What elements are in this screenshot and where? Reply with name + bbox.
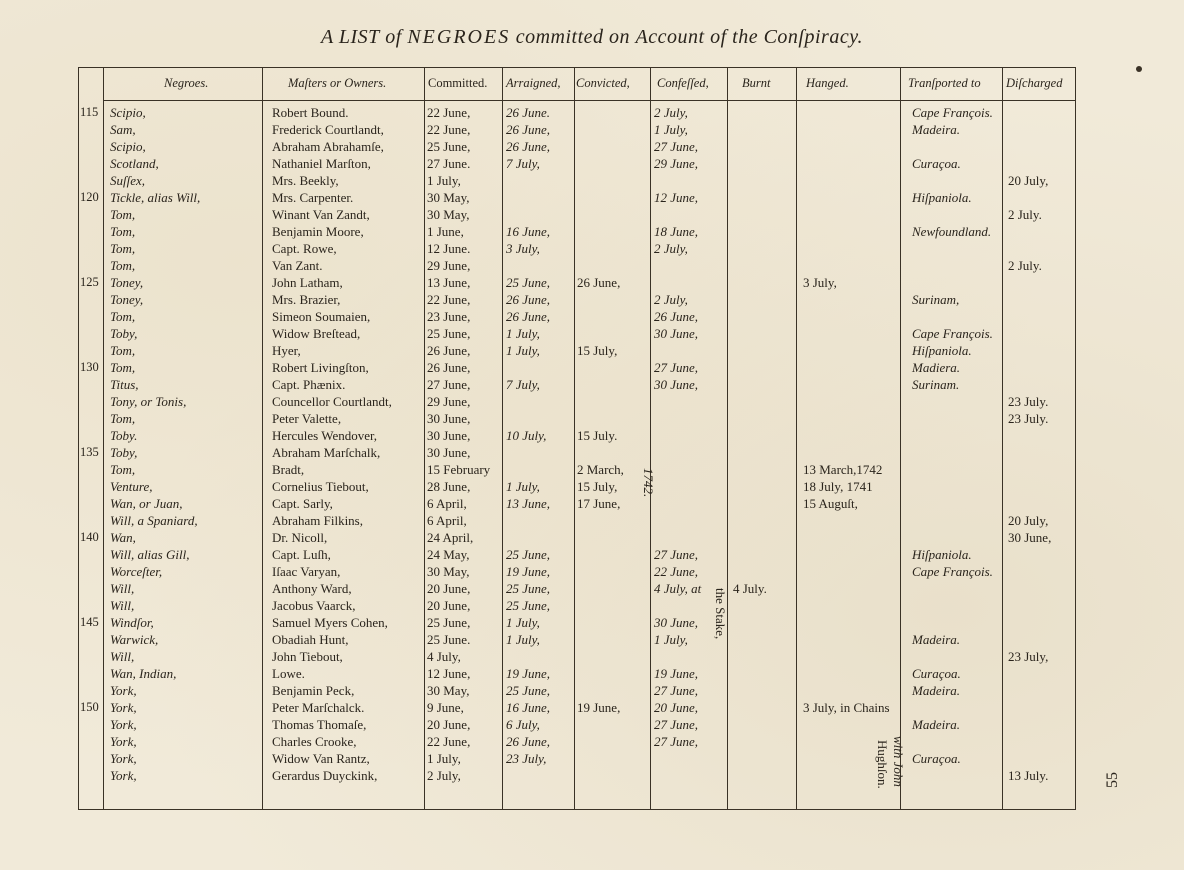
cell-committed: 12 June, bbox=[427, 666, 471, 681]
title-on: on bbox=[609, 26, 631, 48]
cell-transported: Newfoundland. bbox=[912, 224, 992, 239]
header-transported: Tranſported to bbox=[908, 76, 981, 90]
cell-discharged: 23 July, bbox=[1008, 649, 1049, 664]
cell-owner: Benjamin Moore, bbox=[272, 224, 364, 239]
cell-negro: Venture, bbox=[110, 479, 153, 494]
cell-negro: Tickle, alias Will, bbox=[110, 190, 201, 205]
cell-negro: Warwick, bbox=[110, 632, 159, 647]
cell-owner: Capt. Rowe, bbox=[272, 241, 337, 256]
cell-owner: Samuel Myers Cohen, bbox=[272, 615, 388, 630]
cell-committed: 25 June, bbox=[427, 139, 471, 154]
cell-transported: Curaçoa. bbox=[912, 751, 961, 766]
cell-committed: 20 June, bbox=[427, 598, 471, 613]
cell-arraigned: 26 June, bbox=[506, 734, 551, 749]
cell-owner: Peter Valette, bbox=[272, 411, 342, 426]
note-1742: 1742. bbox=[641, 468, 656, 498]
cell-committed: 13 June, bbox=[427, 275, 471, 290]
cell-owner: Abraham Filkins, bbox=[272, 513, 363, 528]
cell-committed: 6 April, bbox=[427, 496, 467, 511]
cell-committed: 22 June, bbox=[427, 734, 471, 749]
cell-negro: Will, bbox=[110, 649, 135, 664]
cell-negro: Wan, or Juan, bbox=[110, 496, 183, 511]
cell-owner: Capt. Luſh, bbox=[272, 547, 331, 562]
table-row bbox=[0, 155, 1184, 172]
table-row bbox=[0, 512, 1184, 529]
cell-committed: 23 June, bbox=[427, 309, 471, 324]
title-account: Account bbox=[635, 26, 705, 48]
header-confessed: Confeſſed, bbox=[657, 76, 709, 90]
cell-owner: John Latham, bbox=[272, 275, 343, 290]
header-hanged: Hanged. bbox=[806, 76, 849, 90]
row-number: 140 bbox=[80, 530, 99, 544]
cell-committed: 25 June, bbox=[427, 615, 471, 630]
cell-committed: 25 June. bbox=[427, 632, 471, 647]
cell-transported: Madeira. bbox=[912, 122, 961, 137]
cell-transported: Curaçoa. bbox=[912, 666, 961, 681]
cell-negro: Tony, or Tonis, bbox=[110, 394, 187, 409]
cell-negro: Tom, bbox=[110, 360, 136, 375]
cell-negro: Will, bbox=[110, 598, 135, 613]
cell-owner: Van Zant. bbox=[272, 258, 323, 273]
header-discharged: Diſcharged bbox=[1006, 76, 1063, 90]
header-rule-negroes bbox=[103, 100, 262, 101]
cell-arraigned: 1 July, bbox=[506, 479, 540, 494]
cell-negro: Worceſter, bbox=[110, 564, 163, 579]
cell-negro: York, bbox=[110, 683, 137, 698]
cell-confessed: 30 June, bbox=[654, 377, 699, 392]
cell-owner: Anthony Ward, bbox=[272, 581, 352, 596]
table-row bbox=[0, 546, 1184, 563]
cell-owner: Frederick Courtlandt, bbox=[272, 122, 384, 137]
table-row bbox=[0, 478, 1184, 495]
cell-owner: Hercules Wendover, bbox=[272, 428, 378, 443]
cell-negro: York, bbox=[110, 751, 137, 766]
cell-hanged: 3 July, in Chains bbox=[803, 700, 890, 715]
table-row bbox=[0, 257, 1184, 274]
cell-committed: 30 May, bbox=[427, 207, 470, 222]
cell-convicted: 19 June, bbox=[577, 700, 621, 715]
cell-committed: 2 July, bbox=[427, 768, 461, 783]
table-row bbox=[0, 427, 1184, 444]
header-burnt: Burnt bbox=[742, 76, 771, 90]
cell-negro: Wan, bbox=[110, 530, 136, 545]
cell-convicted: 26 June, bbox=[577, 275, 621, 290]
cell-confessed: 20 June, bbox=[654, 700, 699, 715]
cell-negro: Will, a Spaniard, bbox=[110, 513, 198, 528]
row-number: 130 bbox=[80, 360, 99, 374]
cell-arraigned: 25 June, bbox=[506, 547, 551, 562]
table-row bbox=[0, 580, 1184, 597]
cell-arraigned: 19 June, bbox=[506, 666, 551, 681]
cell-confessed: 2 July, bbox=[654, 105, 688, 120]
cell-transported: Madiera. bbox=[912, 360, 961, 375]
cell-owner: Gerardus Duyckink, bbox=[272, 768, 378, 783]
cell-committed: 30 June, bbox=[427, 428, 471, 443]
cell-hanged: 13 March,1742 bbox=[803, 462, 883, 477]
cell-confessed: 4 July, at bbox=[654, 581, 702, 596]
cell-committed: 26 June, bbox=[427, 343, 471, 358]
cell-negro: Scipio, bbox=[110, 139, 146, 154]
cell-committed: 27 June. bbox=[427, 156, 471, 171]
cell-negro: Wan, Indian, bbox=[110, 666, 177, 681]
cell-committed: 29 June, bbox=[427, 394, 471, 409]
row-number: 125 bbox=[80, 275, 99, 289]
cell-negro: Windſor, bbox=[110, 615, 154, 630]
cell-confessed: 26 June, bbox=[654, 309, 699, 324]
row-number: 135 bbox=[80, 445, 99, 459]
table-row bbox=[0, 240, 1184, 257]
cell-transported: Madeira. bbox=[912, 683, 961, 698]
cell-negro: Suſſex, bbox=[110, 173, 146, 188]
cell-owner: Charles Crooke, bbox=[272, 734, 357, 749]
row-number: 120 bbox=[80, 190, 99, 204]
row-number: 115 bbox=[80, 105, 99, 119]
cell-negro: Tom, bbox=[110, 258, 136, 273]
cell-arraigned: 1 July, bbox=[506, 632, 540, 647]
cell-owner: Simeon Soumaien, bbox=[272, 309, 371, 324]
cell-confessed: 1 July, bbox=[654, 632, 688, 647]
cell-negro: Tom, bbox=[110, 241, 136, 256]
table-row bbox=[0, 376, 1184, 393]
cell-arraigned: 7 July, bbox=[506, 156, 540, 171]
cell-confessed: 12 June, bbox=[654, 190, 699, 205]
table-row bbox=[0, 597, 1184, 614]
table-row bbox=[0, 410, 1184, 427]
table-row bbox=[0, 682, 1184, 699]
cell-arraigned: 1 July, bbox=[506, 343, 540, 358]
title-negroes: NEGROES bbox=[407, 26, 511, 48]
cell-negro: York, bbox=[110, 734, 137, 749]
cell-committed: 30 June, bbox=[427, 445, 471, 460]
cell-negro: Tom, bbox=[110, 343, 136, 358]
cell-transported: Cape François. bbox=[912, 564, 993, 579]
cell-transported: Hiſpaniola. bbox=[912, 190, 972, 205]
table-row bbox=[0, 495, 1184, 512]
cell-owner: Abraham Abrahamſe, bbox=[272, 139, 384, 154]
note-the-stake: the Stake, bbox=[713, 588, 728, 640]
cell-committed: 15 February bbox=[427, 462, 491, 477]
cell-transported: Hiſpaniola. bbox=[912, 547, 972, 562]
header-arraigned: Arraigned, bbox=[506, 76, 561, 90]
header-rule-owners bbox=[262, 100, 424, 101]
cell-negro: Toney, bbox=[110, 275, 144, 290]
header-rule-rest bbox=[424, 100, 1076, 101]
cell-owner: Robert Livingſton, bbox=[272, 360, 369, 375]
table-row bbox=[0, 665, 1184, 682]
cell-owner: Capt. Sarly, bbox=[272, 496, 333, 511]
table-row bbox=[0, 733, 1184, 750]
cell-confessed: 2 July, bbox=[654, 241, 688, 256]
cell-negro: Scipio, bbox=[110, 105, 146, 120]
header-committed: Committed. bbox=[428, 76, 488, 90]
table-row bbox=[0, 138, 1184, 155]
cell-discharged: 23 July. bbox=[1008, 394, 1049, 409]
cell-committed: 30 June, bbox=[427, 411, 471, 426]
cell-confessed: 2 July, bbox=[654, 292, 688, 307]
cell-arraigned: 25 June, bbox=[506, 598, 551, 613]
cell-discharged: 2 July. bbox=[1008, 258, 1042, 273]
table-row bbox=[0, 631, 1184, 648]
cell-owner: Bradt, bbox=[272, 462, 305, 477]
cell-owner: Mrs. Brazier, bbox=[272, 292, 341, 307]
title-of: of bbox=[385, 26, 402, 48]
cell-negro: Titus, bbox=[110, 377, 139, 392]
cell-negro: Toby. bbox=[110, 428, 138, 443]
cell-committed: 24 April, bbox=[427, 530, 474, 545]
cell-owner: Peter Marſchalck. bbox=[272, 700, 365, 715]
cell-transported: Cape François. bbox=[912, 326, 993, 341]
cell-transported: Cape François. bbox=[912, 105, 993, 120]
cell-owner: Mrs. Beekly, bbox=[272, 173, 339, 188]
cell-arraigned: 26 June, bbox=[506, 309, 551, 324]
cell-committed: 1 July, bbox=[427, 173, 461, 188]
table-row bbox=[0, 461, 1184, 478]
title-of-the: of the bbox=[710, 26, 759, 48]
cell-committed: 1 June, bbox=[427, 224, 464, 239]
cell-confessed: 29 June, bbox=[654, 156, 699, 171]
cell-committed: 29 June, bbox=[427, 258, 471, 273]
cell-arraigned: 26 June. bbox=[506, 105, 551, 120]
cell-owner: Iſaac Varyan, bbox=[272, 564, 341, 579]
cell-arraigned: 1 July, bbox=[506, 326, 540, 341]
table-row bbox=[0, 359, 1184, 376]
cell-owner: Jacobus Vaarck, bbox=[272, 598, 356, 613]
cell-owner: Robert Bound. bbox=[272, 105, 349, 120]
cell-committed: 27 June, bbox=[427, 377, 471, 392]
note-hughson: Hughſon. bbox=[875, 740, 890, 789]
cell-transported: Madeira. bbox=[912, 717, 961, 732]
table-row bbox=[0, 750, 1184, 767]
cell-discharged: 2 July. bbox=[1008, 207, 1042, 222]
cell-committed: 22 June, bbox=[427, 105, 471, 120]
table-row bbox=[0, 529, 1184, 546]
cell-owner: Nathaniel Marſton, bbox=[272, 156, 371, 171]
cell-committed: 22 June, bbox=[427, 292, 471, 307]
cell-confessed: 27 June, bbox=[654, 683, 699, 698]
cell-owner: Lowe. bbox=[272, 666, 305, 681]
cell-committed: 4 July, bbox=[427, 649, 461, 664]
cell-negro: Scotland, bbox=[110, 156, 159, 171]
cell-arraigned: 10 July, bbox=[506, 428, 547, 443]
cell-arraigned: 25 June, bbox=[506, 275, 551, 290]
cell-committed: 30 May, bbox=[427, 190, 470, 205]
cell-confessed: 27 June, bbox=[654, 139, 699, 154]
cell-committed: 26 June, bbox=[427, 360, 471, 375]
cell-owner: Benjamin Peck, bbox=[272, 683, 355, 698]
cell-confessed: 1 July, bbox=[654, 122, 688, 137]
cell-negro: Will, bbox=[110, 581, 135, 596]
cell-confessed: 30 June, bbox=[654, 615, 699, 630]
cell-owner: Dr. Nicoll, bbox=[272, 530, 328, 545]
cell-hanged: 15 Auguſt, bbox=[803, 496, 858, 511]
header-convicted: Convicted, bbox=[576, 76, 630, 90]
table-row bbox=[0, 325, 1184, 342]
cell-arraigned: 26 June, bbox=[506, 292, 551, 307]
title-a-list: A LIST bbox=[321, 26, 380, 48]
cell-convicted: 15 July. bbox=[577, 428, 618, 443]
cell-committed: 22 June, bbox=[427, 122, 471, 137]
cell-committed: 6 April, bbox=[427, 513, 467, 528]
cell-arraigned: 16 June, bbox=[506, 700, 551, 715]
cell-confessed: 18 June, bbox=[654, 224, 699, 239]
cell-convicted: 17 June, bbox=[577, 496, 621, 511]
cell-transported: Surinam, bbox=[912, 292, 960, 307]
table-row bbox=[0, 648, 1184, 665]
cell-owner: Capt. Phænix. bbox=[272, 377, 346, 392]
cell-arraigned: 26 June, bbox=[506, 139, 551, 154]
cell-negro: York, bbox=[110, 768, 137, 783]
cell-negro: Tom, bbox=[110, 309, 136, 324]
title-conspiracy: Conſpiracy. bbox=[763, 26, 863, 48]
cell-owner: Widow Breſtead, bbox=[272, 326, 361, 341]
table-row bbox=[0, 121, 1184, 138]
table-row bbox=[0, 342, 1184, 359]
cell-committed: 20 June, bbox=[427, 717, 471, 732]
cell-hanged: 3 July, bbox=[803, 275, 837, 290]
cell-committed: 20 June, bbox=[427, 581, 471, 596]
cell-owner: Obadiah Hunt, bbox=[272, 632, 349, 647]
table-row bbox=[0, 172, 1184, 189]
cell-committed: 25 June, bbox=[427, 326, 471, 341]
cell-discharged: 23 July. bbox=[1008, 411, 1049, 426]
cell-confessed: 27 June, bbox=[654, 734, 699, 749]
cell-arraigned: 26 June, bbox=[506, 122, 551, 137]
cell-discharged: 20 July, bbox=[1008, 513, 1049, 528]
cell-transported: Curaçoa. bbox=[912, 156, 961, 171]
table-row bbox=[0, 614, 1184, 631]
cell-owner: Thomas Thomaſe, bbox=[272, 717, 367, 732]
cell-transported: Hiſpaniola. bbox=[912, 343, 972, 358]
cell-convicted: 15 July, bbox=[577, 343, 618, 358]
table-row bbox=[0, 308, 1184, 325]
cell-negro: Tom, bbox=[110, 462, 136, 477]
page-title bbox=[0, 26, 1184, 49]
cell-burnt: 4 July. bbox=[733, 581, 767, 596]
cell-arraigned: 25 June, bbox=[506, 581, 551, 596]
cell-arraigned: 25 June, bbox=[506, 683, 551, 698]
header-owners: Maſters or Owners. bbox=[288, 76, 387, 90]
table-row bbox=[0, 104, 1184, 121]
cell-owner: Cornelius Tiebout, bbox=[272, 479, 369, 494]
cell-committed: 12 June. bbox=[427, 241, 471, 256]
cell-owner: Widow Van Rantz, bbox=[272, 751, 370, 766]
cell-discharged: 30 June, bbox=[1008, 530, 1052, 545]
note-with-john: with John bbox=[891, 736, 906, 787]
table-row bbox=[0, 444, 1184, 461]
cell-negro: Toby, bbox=[110, 445, 138, 460]
cell-arraigned: 23 July, bbox=[506, 751, 547, 766]
page-number: 55 bbox=[1104, 772, 1121, 788]
cell-committed: 24 May, bbox=[427, 547, 470, 562]
cell-arraigned: 1 July, bbox=[506, 615, 540, 630]
table-row bbox=[0, 716, 1184, 733]
cell-owner: Winant Van Zandt, bbox=[272, 207, 370, 222]
cell-convicted: 15 July, bbox=[577, 479, 618, 494]
title-committed: committed bbox=[515, 26, 604, 48]
cell-confessed: 19 June, bbox=[654, 666, 699, 681]
cell-arraigned: 7 July, bbox=[506, 377, 540, 392]
cell-negro: Will, alias Gill, bbox=[110, 547, 190, 562]
cell-committed: 30 May, bbox=[427, 683, 470, 698]
cell-committed: 9 June, bbox=[427, 700, 464, 715]
table-row bbox=[0, 274, 1184, 291]
cell-negro: Tom, bbox=[110, 411, 136, 426]
cell-arraigned: 3 July, bbox=[506, 241, 540, 256]
table-row bbox=[0, 393, 1184, 410]
cell-owner: Mrs. Carpenter. bbox=[272, 190, 354, 205]
cell-committed: 28 June, bbox=[427, 479, 471, 494]
header-negroes: Negroes. bbox=[164, 76, 209, 90]
cell-hanged: 18 July, 1741 bbox=[803, 479, 873, 494]
ink-spot bbox=[1136, 66, 1142, 72]
cell-negro: Toney, bbox=[110, 292, 144, 307]
cell-negro: York, bbox=[110, 700, 137, 715]
table-row bbox=[0, 699, 1184, 716]
cell-negro: Sam, bbox=[110, 122, 136, 137]
cell-confessed: 27 June, bbox=[654, 360, 699, 375]
cell-discharged: 20 July, bbox=[1008, 173, 1049, 188]
cell-arraigned: 6 July, bbox=[506, 717, 540, 732]
cell-arraigned: 16 June, bbox=[506, 224, 551, 239]
cell-committed: 1 July, bbox=[427, 751, 461, 766]
table-row bbox=[0, 767, 1184, 784]
cell-convicted: 2 March, bbox=[577, 462, 624, 477]
table-row bbox=[0, 563, 1184, 580]
cell-confessed: 30 June, bbox=[654, 326, 699, 341]
table-row bbox=[0, 223, 1184, 240]
cell-owner: Abraham Marſchalk, bbox=[272, 445, 381, 460]
table-row bbox=[0, 189, 1184, 206]
row-number: 150 bbox=[80, 700, 99, 714]
cell-committed: 30 May, bbox=[427, 564, 470, 579]
cell-negro: Tom, bbox=[110, 224, 136, 239]
cell-discharged: 13 July. bbox=[1008, 768, 1049, 783]
cell-owner: John Tiebout, bbox=[272, 649, 343, 664]
cell-transported: Madeira. bbox=[912, 632, 961, 647]
table-row bbox=[0, 206, 1184, 223]
cell-arraigned: 19 June, bbox=[506, 564, 551, 579]
cell-confessed: 27 June, bbox=[654, 547, 699, 562]
table-row bbox=[0, 291, 1184, 308]
cell-negro: Tom, bbox=[110, 207, 136, 222]
cell-arraigned: 13 June, bbox=[506, 496, 551, 511]
row-number: 145 bbox=[80, 615, 99, 629]
cell-confessed: 27 June, bbox=[654, 717, 699, 732]
cell-negro: York, bbox=[110, 717, 137, 732]
cell-negro: Toby, bbox=[110, 326, 138, 341]
cell-owner: Hyer, bbox=[272, 343, 301, 358]
cell-confessed: 22 June, bbox=[654, 564, 699, 579]
cell-transported: Surinam. bbox=[912, 377, 960, 392]
cell-owner: Councellor Courtlandt, bbox=[272, 394, 392, 409]
